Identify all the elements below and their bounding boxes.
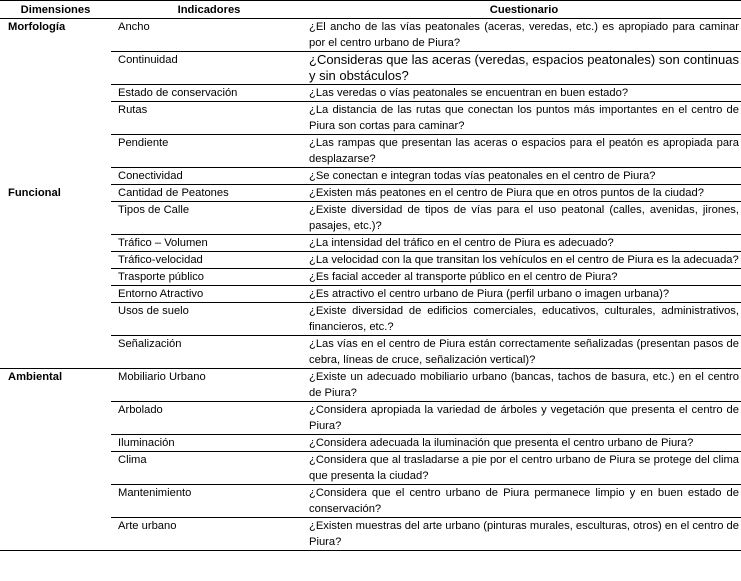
indicator-cell: Tráfico-velocidad <box>111 252 307 269</box>
question-cell: ¿Considera que al trasladarse a pie por el centro urbano de Piura se protege del clima que presenta la ciudad? <box>307 452 741 485</box>
question-cell: ¿Considera adecuada la iluminación que presenta el centro urbano de Piura? <box>307 435 741 452</box>
indicator-cell: Tráfico – Volumen <box>111 235 307 252</box>
question-cell: ¿Es atractivo el centro urbano de Piura (perfil urbano o imagen urbana)? <box>307 286 741 303</box>
table-row <box>0 303 741 336</box>
table-row <box>0 435 741 452</box>
table-row <box>0 402 741 435</box>
header-cuestionario: Cuestionario <box>307 1 741 19</box>
table-row <box>0 135 741 168</box>
indicator-cell: Conectividad <box>111 168 307 185</box>
question-cell: ¿La distancia de las rutas que conectan los puntos más importantes en el centro de Piura son cortas para caminar? <box>307 102 741 135</box>
indicator-cell: Mantenimiento <box>111 485 307 518</box>
indicator-cell: Pendiente <box>111 135 307 168</box>
question-cell: ¿Consideras que las aceras (veredas, espacios peatonales) son continuas y sin obstáculos? <box>309 52 739 83</box>
indicator-cell: Trasporte público <box>111 269 307 286</box>
question-cell: ¿La intensidad del tráfico en el centro de Piura es adecuado? <box>307 235 741 252</box>
indicator-cell: Tipos de Calle <box>111 202 307 235</box>
table-row <box>0 252 741 269</box>
question-cell: ¿Considera que el centro urbano de Piura permanece limpio y en buen estado de conservación? <box>307 485 741 518</box>
question-cell: ¿Las vías en el centro de Piura están correctamente señalizadas (presentan pasos de cebra, líneas de cruce, señalización vertical)? <box>307 336 741 369</box>
question-cell: ¿Las veredas o vías peatonales se encuentran en buen estado? <box>307 85 741 102</box>
table-row <box>0 336 741 369</box>
table-row <box>0 518 741 551</box>
question-cell: ¿Existe diversidad de tipos de vías para el uso peatonal (calles, avenidas, jirones, pasajes, etc.)? <box>307 202 741 235</box>
indicator-cell: Clima <box>111 452 307 485</box>
indicator-cell: Iluminación <box>111 435 307 452</box>
indicator-cell: Arte urbano <box>111 518 307 551</box>
question-cell: ¿Existen más peatones en el centro de Piura que en otros puntos de la ciudad? <box>307 185 741 202</box>
question-cell: ¿La velocidad con la que transitan los vehículos en el centro de Piura es la adecuada? <box>307 252 741 269</box>
table-row <box>0 202 741 235</box>
table-row <box>0 168 741 185</box>
indicator-cell: Estado de conservación <box>111 85 307 102</box>
question-cell: ¿Las rampas que presentan las aceras o espacios para el peatón es apropiada para desplazarse? <box>307 135 741 168</box>
indicator-cell: Usos de suelo <box>111 303 307 336</box>
table-row <box>0 286 741 303</box>
header-indicadores: Indicadores <box>111 1 307 19</box>
indicator-cell: Entorno Atractivo <box>111 286 307 303</box>
table-row <box>0 485 741 518</box>
table-row <box>0 19 741 52</box>
question-cell: ¿El ancho de las vías peatonales (aceras, veredas, etc.) es apropiado para caminar por el centro urbano de Piura? <box>307 19 741 52</box>
indicator-cell: Continuidad <box>111 52 307 85</box>
table-row <box>0 185 741 202</box>
table-row <box>0 52 741 85</box>
table-row <box>0 102 741 135</box>
indicator-cell: Cantidad de Peatones <box>111 185 307 202</box>
dimension-funcional: Funcional <box>0 185 111 369</box>
header-dimensiones: Dimensiones <box>0 1 111 19</box>
question-cell: ¿Existe un adecuado mobiliario urbano (bancas, tachos de basura, etc.) en el centro de Piura? <box>307 369 741 402</box>
dimension-morfologia: Morfología <box>8 21 66 33</box>
question-cell: ¿Existe diversidad de edificios comerciales, educativos, culturales, administrativos, financieros, etc.? <box>307 303 741 336</box>
table-row <box>0 369 741 402</box>
indicator-cell: Señalización <box>111 336 307 369</box>
dimension-ambiental: Ambiental <box>0 369 111 551</box>
table-row <box>0 452 741 485</box>
table-row <box>0 269 741 286</box>
indicator-cell: Mobiliario Urbano <box>111 369 307 402</box>
header-row <box>0 1 741 19</box>
indicator-cell: Arbolado <box>111 402 307 435</box>
question-cell: ¿Existen muestras del arte urbano (pinturas murales, esculturas, otros) en el centro de Piura? <box>307 518 741 551</box>
indicator-cell: Ancho <box>111 19 307 52</box>
question-cell: ¿Considera apropiada la variedad de árboles y vegetación que presenta el centro de Piura? <box>307 402 741 435</box>
question-cell: ¿Es facial acceder al transporte público en el centro de Piura? <box>307 269 741 286</box>
question-cell: ¿Se conectan e integran todas vías peatonales en el centro de Piura? <box>307 168 741 185</box>
table-row <box>0 235 741 252</box>
table-row <box>0 85 741 102</box>
indicator-cell: Rutas <box>111 102 307 135</box>
